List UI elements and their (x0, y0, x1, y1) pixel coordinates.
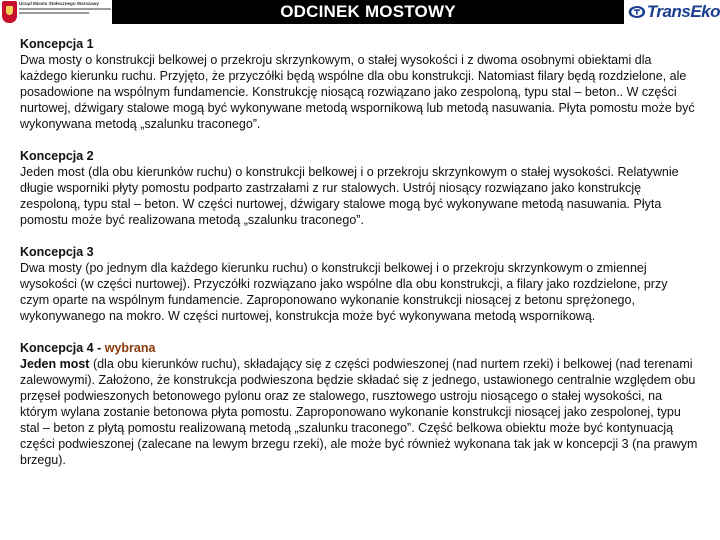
office-address-line (19, 12, 89, 14)
concept-2-heading: Koncepcja 2 (20, 149, 94, 163)
city-office-logo (0, 0, 112, 24)
concept-4-body-text: (dla obu kierunków ruchu), składający się z części podwieszonej (nad nurtem rzeki) i belkowej (nad terenami zalewowymi). Założono, że konstrukcja podwieszona będzie składać się z jednego, ustawionego centralnie względem obu przęseł podwieszonych betonowego pylonu oraz ze stalowego, rusztowego ustroju niosącego o stałej wysokości, na którym wylana zostanie betonowa płyta pomostu. Zaproponowano wykonanie konstrukcji niosącej jako zespolonej, typu stal – beton z płytą pomostu realizowaną metodą „szalunku traconego”. Część belkowa obiektu może być kontynuacją części podwieszonej (zalecane na lewym brzegu rzeki), ale może być również wykonana tak jak w koncepcji 3 (na prawym brzegu). (20, 357, 698, 467)
concept-4-body-lead: Jeden most (20, 357, 90, 371)
concept-4-section (20, 340, 700, 468)
concept-1-heading: Koncepcja 1 (20, 37, 94, 51)
office-name: Urząd Miasta Stołecznego Warszawy (19, 1, 99, 6)
title-bar (112, 0, 624, 24)
concept-4-body (20, 356, 700, 468)
concept-4-heading-label: Koncepcja 4 (20, 341, 94, 355)
transeko-logo (626, 0, 720, 24)
concept-3-body: Dwa mosty (po jednym dla każdego kierunku ruchu) o konstrukcji belkowej i o przekroju skrzynkowym o zmiennej wysokości (w części nurtowej). Przyczółki rozwiązano jako wspólne dla obu konstrukcji, a filary jako rozdzielone, przy czym oparte na wspólnym fundamencie. Zaproponowano wykonanie konstrukcji niosącej z betonu sprężonego, wykonywanego na mokro. W części nurtowej, konstrukcja może być wykonywana metodą wspornikową. (20, 261, 668, 323)
slide-content (20, 36, 700, 468)
concept-4-chosen-badge: wybrana (104, 341, 156, 355)
transeko-wordmark: TransEko (646, 2, 720, 21)
concept-4-heading-separator: - (93, 341, 105, 355)
slide-header (0, 0, 720, 26)
concept-3-heading: Koncepcja 3 (20, 245, 94, 259)
page-title: ODCINEK MOSTOWY (280, 2, 456, 21)
concept-1-section (20, 36, 700, 132)
concept-1-body: Dwa mosty o konstrukcji belkowej o przekroju skrzynkowym, o stałej wysokości i z dwoma osobnymi obiektami dla każdego kierunku ruchu. Przyjęto, że przyczółki będą wspólne dla obu konstrukcji. Natomiast filary będą rozdzielone, ale posadowione na wspólnym fundamencie. Konstrukcję niosącą rozwiązano jako zespoloną, typu stal – beton.. W części nurtowej, dźwigary stalowe mogą być wykonywane metodą wspornikową lub metodą nasuwania. Płyta pomostu może być wykonywana metodą „szalunku traconego”. (20, 53, 695, 131)
office-address-line (19, 8, 111, 10)
concept-3-section (20, 244, 700, 324)
concept-2-body: Jeden most (dla obu kierunków ruchu) o konstrukcji belkowej i o przekroju skrzynkowym o stałej wysokości. Relatywnie długie wsporniki płyty pomostu podparto zastrzałami z rur stalowych. Ustrój niosący rozwiązano jako konstrukcję zespoloną, typu stal – beton. W części nurtowej, dźwigary stalowe mogą być wykonywane metodą nasuwania. Płyta pomostu może być realizowana metodą „szalunku traconego”. (20, 165, 679, 227)
office-text-block (19, 0, 111, 14)
concept-2-section (20, 148, 700, 228)
transeko-logo-icon (628, 2, 646, 22)
concept-4-heading (20, 340, 700, 356)
warsaw-crest-icon (2, 1, 17, 23)
